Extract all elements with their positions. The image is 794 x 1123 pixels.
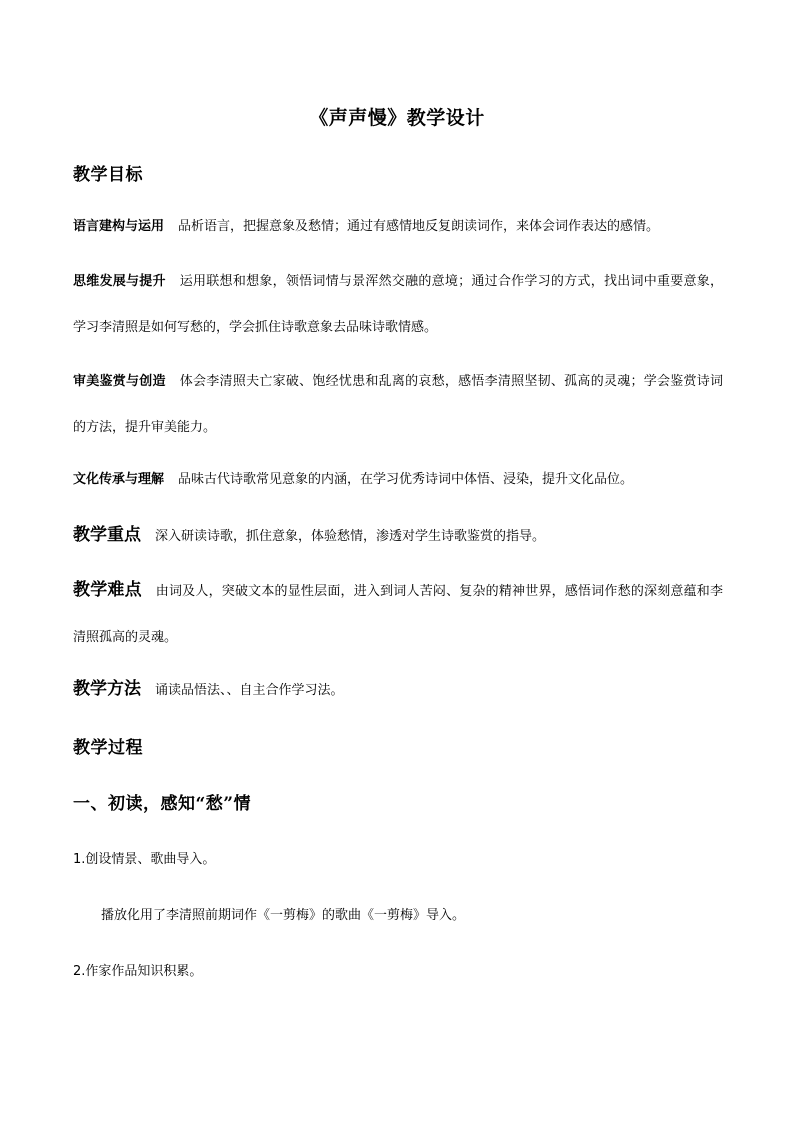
objective-language	[73, 204, 723, 250]
difficulties-text: 由词及人，突破文本的显性层面，进入到词人苦闷、复杂的精神世界，感悟词作愁的深刻意蕴和李清照孤高的灵魂。	[73, 584, 723, 645]
objective-text: 品析语言，把握意象及愁情；通过有感情地反复朗读词作，来体会词作表达的感情。	[178, 219, 660, 234]
objective-label: 思维发展与提升	[73, 274, 166, 289]
objective-text: 品味古代诗歌常见意象的内涵，在学习优秀诗词中体悟、浸染，提升文化品位。	[178, 472, 634, 487]
document-title: 《声声慢》教学设计	[309, 107, 485, 129]
objective-text: 体会李清照夫亡家破、饱经忧患和乱离的哀愁，感悟李清照坚韧、孤高的灵魂；学会鉴赏诗词的方法，提升审美能力。	[73, 374, 723, 435]
objective-label: 文化传承与理解	[73, 472, 165, 487]
objective-culture	[73, 457, 723, 503]
key-points-label: 教学重点	[73, 525, 141, 545]
key-points-text: 深入研读诗歌，抓住意象，体验愁情，渗透对学生诗歌鉴赏的指导。	[155, 529, 546, 544]
objectives-heading: 教学目标	[73, 165, 143, 185]
methods	[73, 666, 723, 714]
key-points	[73, 512, 723, 560]
difficulties	[73, 567, 723, 661]
objective-thinking	[73, 259, 723, 351]
methods-label: 教学方法	[73, 679, 141, 699]
step-1: 1.创设情景、歌曲导入。	[73, 852, 216, 867]
process-heading: 教学过程	[73, 738, 143, 758]
section1-heading: 一、初读，感知“愁”情	[73, 794, 252, 814]
difficulties-label: 教学难点	[73, 580, 142, 600]
step-1-detail: 播放化用了李清照前期词作《一剪梅》的歌曲《一剪梅》导入。	[101, 908, 466, 923]
objective-label: 审美鉴赏与创造	[73, 374, 166, 389]
objective-text: 运用联想和想象，领悟词情与景浑然交融的意境；通过合作学习的方式，找出词中重要意象，学习李清照是如何写愁的，学会抓住诗歌意象去品味诗歌情感。	[73, 274, 723, 335]
methods-text: 诵读品悟法、、自主合作学习法。	[155, 683, 344, 698]
step-2: 2.作家作品知识积累。	[73, 964, 203, 979]
objective-aesthetic	[73, 359, 723, 451]
objective-label: 语言建构与运用	[73, 219, 165, 234]
